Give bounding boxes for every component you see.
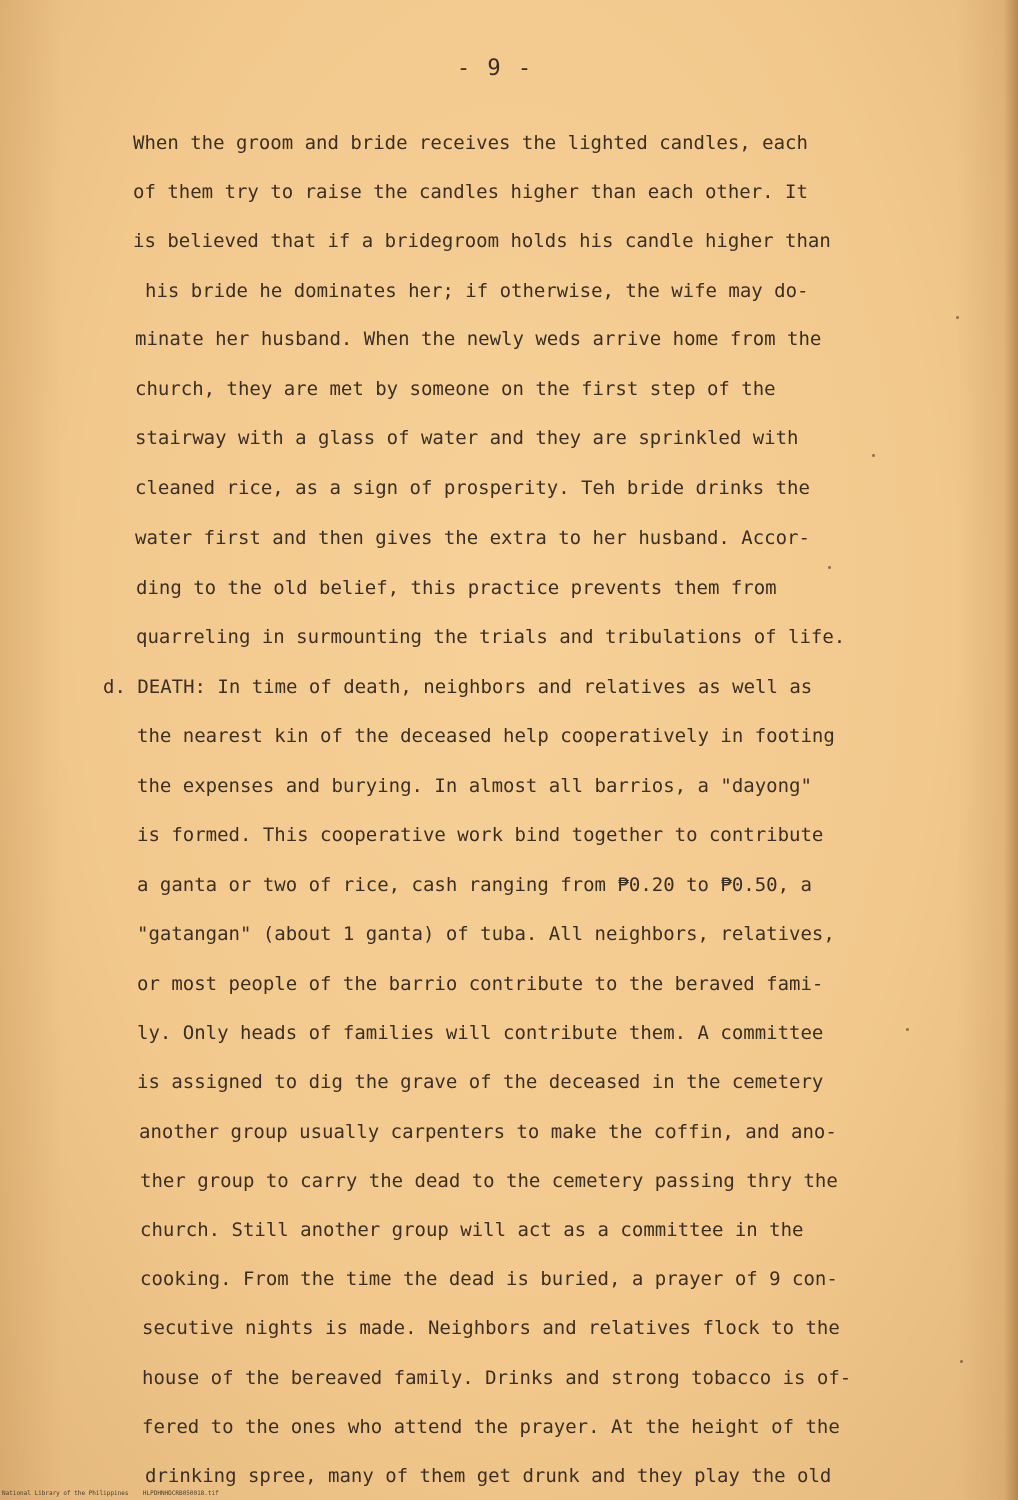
text-line: is assigned to dig the grave of the deceased in the cemetery [137, 1071, 824, 1093]
text-line: house of the bereaved family. Drinks and strong tobacco is of- [142, 1367, 852, 1389]
text-line: or most people of the barrio contribute to the beraved fami- [137, 973, 824, 995]
text-line: his bride he dominates her; if otherwise, the wife may do- [145, 280, 809, 302]
page-edge-shadow [1004, 0, 1018, 1500]
text-line: secutive nights is made. Neighbors and relatives flock to the [142, 1317, 840, 1339]
text-line: ly. Only heads of families will contribute them. A committee [137, 1022, 824, 1044]
text-line: quarreling in surmounting the trials and tribulations of life. [136, 626, 846, 648]
text-line: stairway with a glass of water and they are sprinkled with [135, 427, 799, 449]
paper-speck [872, 454, 875, 457]
text-line: cooking. From the time the dead is buried, a prayer of 9 con- [140, 1268, 838, 1290]
text-line: is formed. This cooperative work bind together to contribute [137, 824, 824, 846]
text-line: water first and then gives the extra to her husband. Accor- [135, 527, 810, 549]
paper-speck [906, 1028, 909, 1031]
paper-speck [960, 1360, 963, 1363]
text-line: church, they are met by someone on the first step of the [135, 378, 776, 400]
text-line: cleaned rice, as a sign of prosperity. Teh bride drinks the [135, 477, 810, 499]
text-line: drinking spree, many of them get drunk and they play the old [145, 1465, 832, 1487]
text-line: church. Still another group will act as a committee in the [140, 1219, 804, 1241]
text-line: a ganta or two of rice, cash ranging from ₱0.20 to ₱0.50, a [137, 874, 812, 896]
section-heading-death: d. DEATH: In time of death, neighbors and relatives as well as [103, 676, 813, 698]
scan-footer: National Library of the Philippines HLPDHNHDCRB050018.tif [2, 1490, 219, 1497]
text-line: minate her husband. When the newly weds arrive home from the [135, 328, 822, 350]
text-line: ther group to carry the dead to the cemetery passing thry the [140, 1170, 838, 1192]
text-line: When the groom and bride receives the lighted candles, each [133, 132, 808, 154]
text-line: is believed that if a bridegroom holds his candle higher than [133, 230, 831, 252]
text-line: another group usually carpenters to make the coffin, and ano- [139, 1121, 837, 1143]
text-line: the expenses and burying. In almost all barrios, a "dayong" [137, 775, 812, 797]
text-line: of them try to raise the candles higher than each other. It [133, 181, 808, 203]
text-line: "gatangan" (about 1 ganta) of tuba. All neighbors, relatives, [137, 923, 835, 945]
paper-speck [956, 316, 959, 319]
text-line: the nearest kin of the deceased help cooperatively in footing [137, 725, 835, 747]
text-line: fered to the ones who attend the prayer. At the height of the [142, 1416, 840, 1438]
paper-speck [828, 566, 831, 569]
text-line: ding to the old belief, this practice prevents them from [136, 577, 777, 599]
page-number: - 9 - [456, 56, 534, 81]
